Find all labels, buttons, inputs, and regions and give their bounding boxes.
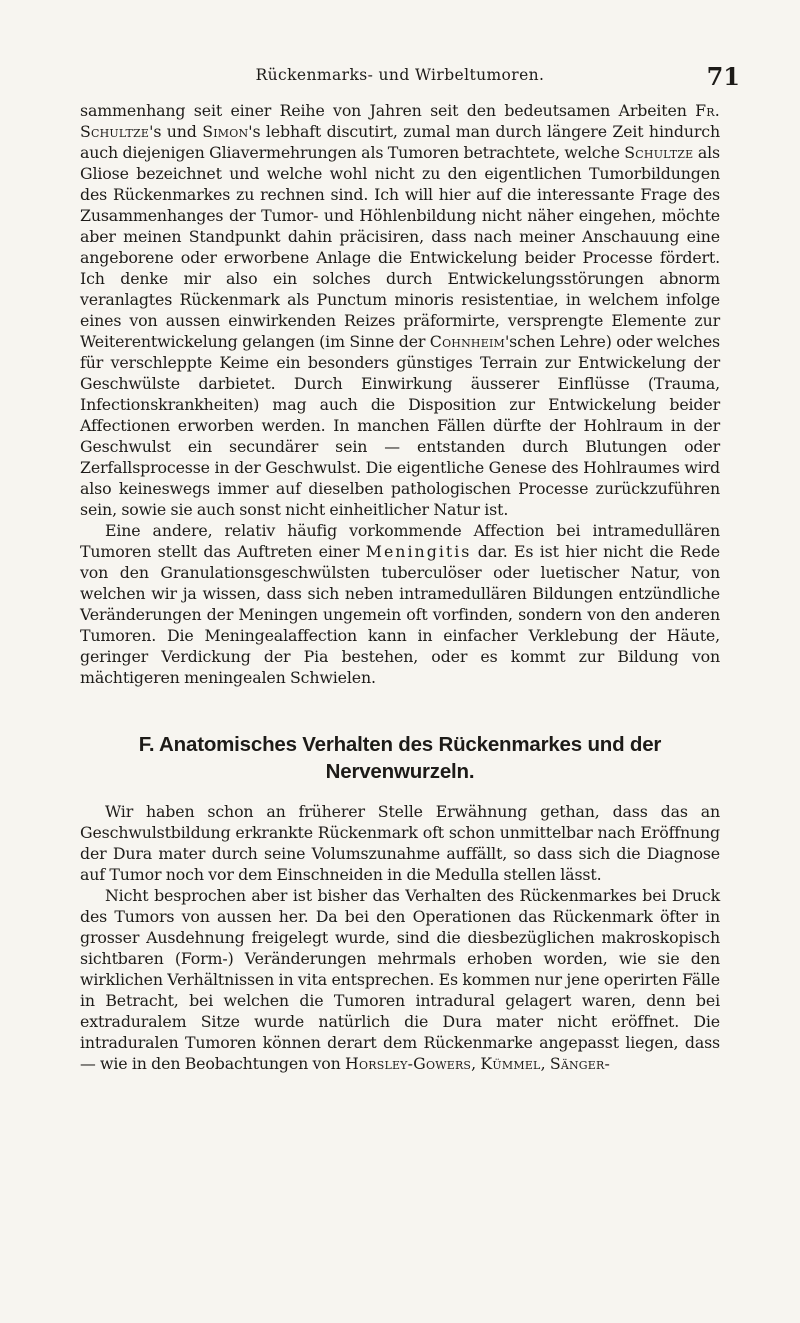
author-name: Kümmel: [480, 1054, 541, 1073]
author-name: Cohnheim: [429, 332, 505, 351]
author-name: Horsley-Gowers: [345, 1054, 472, 1073]
section-continuation: [80, 100, 720, 688]
paragraph-volume: Wir haben schon an früherer Stelle Erwähnung gethan, dass das an Geschwulstbildung erkrankte Rückenmark oft schon unmittelbar nach Eröffnung der Dura mater durch seine Volumszunahme auffällt, so dass sich die Diagnose auf Tumor noch vor dem Einschneiden in die Medulla stellen lässt.: [80, 802, 720, 884]
section-heading-line1: F. Anatomisches Verhalten des Rückenmarkes und der: [138, 733, 662, 756]
author-name: Schultze: [624, 143, 694, 162]
section-heading-line2: Nervenwurzeln.: [325, 760, 475, 783]
running-head-title: Rückenmarks- und Wirbeltumoren.: [255, 66, 545, 84]
spaced-term: Meningitis: [365, 542, 472, 561]
section-f-body: [80, 801, 720, 1074]
paragraph-meningitis: Eine andere, relativ häufig vorkommende Affection bei intramedullären Tumoren stellt das Auftreten einer Meningitis dar. Es ist hier nicht die Rede von den Granulationsgeschwülsten tuberculöser oder luetischer Natur, von welchen wir ja wissen, dass sich neben intramedullären Bildungen entzündliche Veränderungen der Meningen ungemein oft vorfinden, sondern von den anderen Tumoren. Die Meningealaffection kann in einfacher Verklebung der Häute, geringer Verdickung der Pia bestehen, oder es kommt zur Bildung von mächtigeren meningealen Schwielen.: [80, 521, 720, 687]
author-name: Sänger-: [549, 1054, 611, 1073]
text-body: [80, 100, 720, 1074]
paragraph-pressure: Nicht besprochen aber ist bisher das Verhalten des Rückenmarkes bei Druck des Tumors von aussen her. Da bei den Operationen das Rückenmark öfter in grosser Ausdehnung freigelegt wurde, sind die diesbezüglichen makroskopisch sichtbaren (Form-) Veränderungen mehrmals erhoben worden, wie sie den wirklichen Verhältnissen in vita entsprechen. Es kommen nur jene operirten Fälle in Betracht, bei welchen die Tumoren intradural gelagert waren, denn bei extraduralem Sitze wurde natürlich die Dura mater nicht eröffnet. Die intraduralen Tumoren können derart dem Rückenmarke angepasst liegen, dass — wie in den Beobachtungen von Horsley-Gowers, Kümmel, Sänger-: [80, 886, 720, 1073]
author-name: Fr. Schultze: [80, 101, 720, 141]
page-number: 71: [706, 62, 740, 91]
running-head: [0, 62, 800, 94]
section-heading: [80, 731, 720, 785]
author-name: Simon: [202, 122, 249, 141]
paragraph-continued: sammenhang seit einer Reihe von Jahren seit den bedeutsamen Arbeiten Fr. Schultze's und Simon's lebhaft discutirt, zumal man durch längere Zeit hindurch auch diejenigen Gliavermehrungen als Tumoren betrachtete, welche Schultze als Gliose bezeichnet und welche wohl nicht zu den eigentlichen Tumorbildungen des Rückenmarkes zu rechnen sind. Ich will hier auf die interessante Frage des Zusammenhanges der Tumor- und Höhlenbildung nicht näher eingehen, möchte aber meinen Standpunkt dahin präcisiren, dass nach meiner Anschauung eine angeborene oder erworbene Anlage die Entwickelung beider Processe fördert. Ich denke mir also ein solches durch Entwickelungsstörungen abnorm veranlagtes Rückenmark als Punctum minoris resistentiae, in welchem infolge eines von aussen einwirkenden Reizes präformirte, versprengte Elemente zur Weiterentwickelung gelangen (im Sinne der Cohnheim'schen Lehre) oder welches für verschleppte Keime ein besonders günstiges Terrain zur Entwickelung der Geschwülste darbietet. Durch Einwirkung äusserer Einflüsse (Trauma, Infectionskrankheiten) mag auch die Disposition zur Entwickelung beider Affectionen erworben werden. In manchen Fällen dürfte der Hohlraum in der Geschwulst ein secundärer sein — entstanden durch Blutungen oder Zerfallsprocesse in der Geschwulst. Die eigentliche Genese des Hohlraumes wird also keineswegs immer auf dieselben pathologischen Processe zurückzuführen sein, sowie sie auch sonst nicht einheitlicher Natur ist.: [80, 101, 720, 519]
